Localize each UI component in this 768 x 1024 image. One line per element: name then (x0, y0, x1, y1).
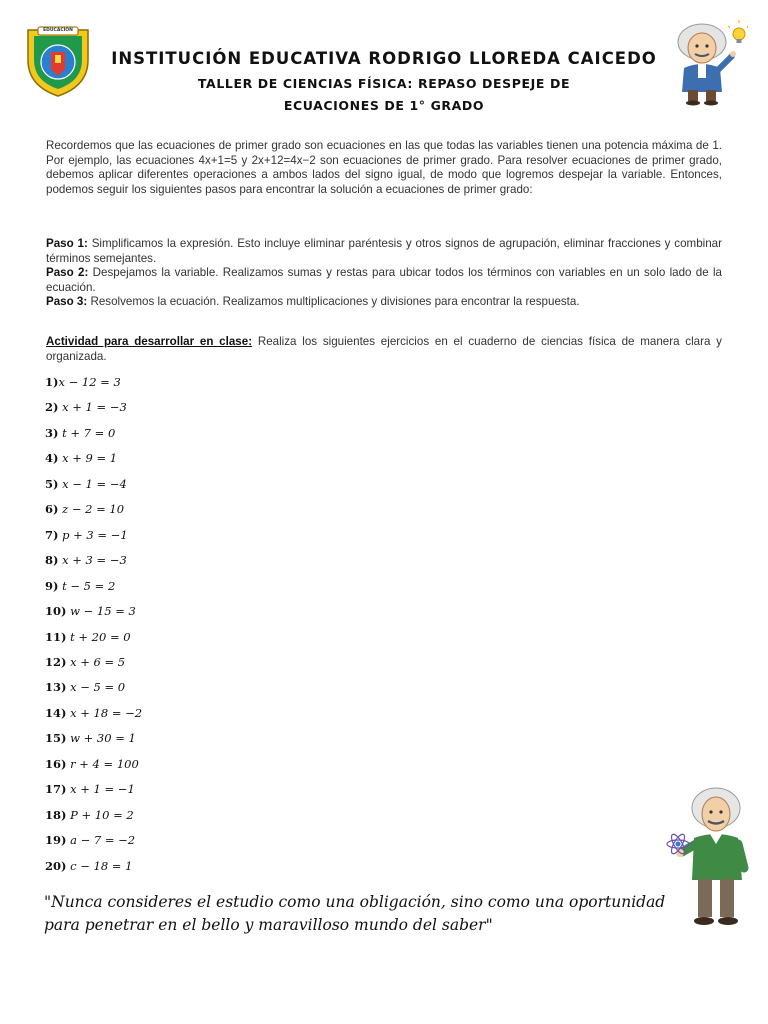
exercise-number: 1) (45, 375, 59, 389)
workshop-title-line-1: TALLER DE CIENCIAS FÍSICA: REPASO DESPEJE DE (197, 76, 571, 91)
exercise-item (45, 579, 115, 595)
exercise-item (45, 375, 121, 391)
exercise-equation: x + 6 = 5 (66, 654, 126, 669)
exercise-item (45, 757, 139, 773)
exercise-number: 5) (45, 476, 59, 491)
exercise-item (45, 630, 131, 646)
exercise-equation: x − 1 = −4 (58, 476, 127, 491)
exercise-equation: w − 15 = 3 (66, 604, 136, 619)
exercise-number: 19) (45, 833, 67, 848)
exercise-number: 18) (45, 807, 67, 822)
exercise-item (45, 502, 124, 518)
exercise-equation: w + 30 = 1 (66, 731, 136, 746)
exercise-number: 16) (45, 756, 67, 771)
exercise-item (45, 528, 128, 544)
exercise-item (45, 655, 125, 671)
exercise-item (45, 400, 127, 416)
steps-block (46, 237, 722, 310)
exercise-number: 2) (45, 400, 59, 415)
logo-label: EDUCACIÓN (43, 28, 73, 33)
exercise-equation: x + 18 = −2 (66, 705, 143, 720)
activity-text: Realiza los siguientes ejercicios en el cuaderno de ciencias física de manera clara y organizada. (46, 335, 722, 363)
exercise-number: 7) (45, 527, 59, 542)
exercise-item (45, 706, 142, 722)
exercise-number: 11) (45, 629, 67, 644)
exercise-item (45, 859, 132, 875)
exercise-equation: P + 10 = 2 (66, 807, 134, 822)
exercise-equation: x + 3 = −3 (58, 553, 127, 568)
exercise-equation: z − 2 = 10 (58, 502, 125, 517)
exercise-number: 15) (45, 731, 67, 746)
exercise-number: 6) (45, 502, 59, 517)
exercise-item (45, 808, 134, 824)
exercise-item (45, 731, 136, 747)
exercise-item (45, 451, 117, 467)
exercise-number: 12) (45, 654, 67, 669)
step-3-label: Paso 3: (46, 295, 88, 309)
exercise-number: 9) (45, 578, 59, 593)
step-2 (46, 266, 722, 295)
step-2-text: Despejamos la variable. Realizamos sumas y restas para ubicar todos los términos con variables en un solo lado de la ecuación. (46, 266, 722, 294)
exercise-item (45, 782, 135, 798)
exercise-equation: p + 3 = −1 (58, 527, 128, 542)
exercise-equation: a − 7 = −2 (66, 833, 136, 848)
exercise-number: 17) (45, 782, 67, 797)
step-1-text: Simplificamos la expresión. Esto incluye eliminar paréntesis y otros signos de agrupación, eliminar fracciones y combinar términos semejantes. (46, 237, 722, 265)
exercise-number: 8) (45, 553, 59, 568)
exercise-equation: x + 1 = −1 (66, 782, 135, 797)
exercise-item (45, 477, 127, 493)
exercise-equation: t − 5 = 2 (58, 578, 116, 593)
exercise-number: 4) (45, 451, 59, 466)
exercise-number: 13) (45, 680, 67, 695)
step-2-label: Paso 2: (46, 266, 89, 280)
step-1 (46, 237, 722, 266)
exercise-number: 10) (45, 604, 67, 619)
exercise-equation: t + 20 = 0 (66, 629, 131, 644)
exercise-equation: r + 4 = 100 (66, 756, 139, 771)
exercise-item (45, 833, 135, 849)
exercise-item (45, 553, 127, 569)
exercise-number: 14) (45, 705, 67, 720)
exercise-equation: x − 12 = 3 (58, 375, 121, 389)
exercise-number: 3) (45, 425, 59, 440)
exercise-equation: x + 1 = −3 (58, 400, 127, 415)
exercise-equation: c − 18 = 1 (66, 858, 133, 873)
exercise-item (45, 426, 115, 442)
school-name: INSTITUCIÓN EDUCATIVA RODRIGO LLOREDA CAICEDO (111, 49, 657, 68)
step-3 (46, 295, 722, 310)
einstein-atom-icon (664, 780, 760, 930)
exercise-equation: t + 7 = 0 (58, 425, 116, 440)
activity-instructions (46, 335, 722, 364)
exercise-item (45, 680, 125, 696)
step-1-label: Paso 1: (46, 237, 88, 250)
workshop-title-line-2: ECUACIONES DE 1° GRADO (283, 98, 485, 113)
motivational-quote: "Nunca consideres el estudio como una obligación, sino como una oportunidad para penetrar en el bello y maravilloso mundo del saber" (44, 893, 666, 934)
exercise-number: 20) (45, 858, 67, 873)
exercise-item (45, 604, 136, 620)
activity-label: Actividad para desarrollar en clase: (46, 335, 253, 348)
exercise-equation: x + 9 = 1 (58, 451, 118, 466)
exercise-equation: x − 5 = 0 (66, 680, 126, 695)
intro-paragraph: Recordemos que las ecuaciones de primer grado son ecuaciones en las que todas las variables tienen una potencia máxima de 1. Por ejemplo, las ecuaciones 4x+1=5 y 2x+12=4x−2 son ecuaciones de primer grado. Para resolver ecuaciones de primer grado, debemos aplicar diferentes operaciones a ambos lados del signo igual, de modo que logremos despejar la variable. Entonces, podemos seguir los siguientes pasos para encontrar la solución a ecuaciones de primer grado: (46, 139, 722, 196)
step-3-text: Resolvemos la ecuación. Realizamos multiplicaciones y divisiones para encontrar la respuesta. (87, 295, 580, 309)
